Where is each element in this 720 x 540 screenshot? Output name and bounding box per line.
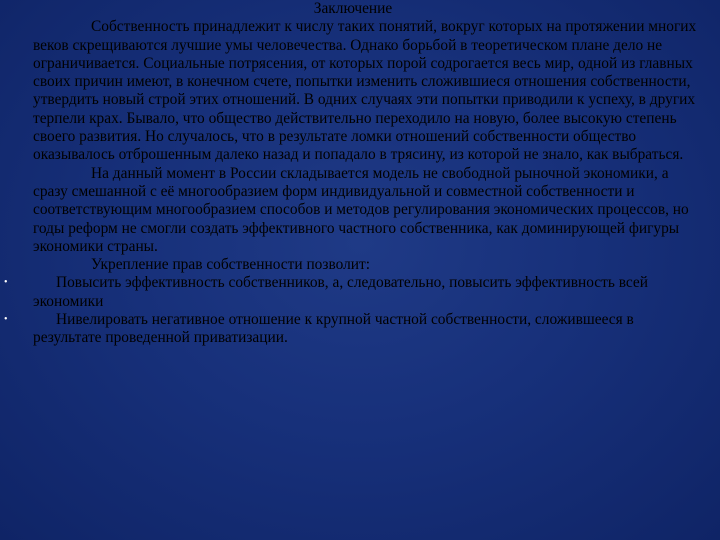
text-block (4, 0, 705, 348)
bullet-item-1 (4, 274, 705, 311)
paragraph-2: На данный момент в России складывается модель не свободной рыночной экономики, а сразу смешанной с её многообразием форм индивидуальной и совместной собственности и соответствующим многообразием способов и методов регулирования экономических процессов, но годы реформ не смогли создать эффективного частного собственника, как доминирующей фигуры экономики страны. (33, 164, 689, 255)
bullet-icon: • (4, 277, 8, 289)
paragraph-3: Укрепление прав собственности позволит: (91, 256, 371, 274)
slide-title: Заключение (313, 0, 393, 17)
bullet-text-2: Нивелировать негативное отношение к крупной частной собственности, сложившееся в результате проведенной приватизации. (33, 311, 634, 347)
bullet-icon: • (4, 314, 8, 326)
bullet-text-1: Повысить эффективность собственников, а, следовательно, повысить эффективность всей экономики (33, 274, 648, 310)
paragraph-1: Собственность принадлежит к числу таких понятий, вокруг которых на протяжении многих веков скрещиваются лучшие умы человечества. Однако борьбой в теоретическом плане дело не ограничивается. Социальные потрясения, от которых порой содрогается весь мир, одной из главных своих причин имеют, в конечном счете, попытки изменить сложившиеся отношения собственности, утвердить новый строй этих отношений. В одних случаях эти попытки приводили к успеху, в других терпели крах. Бывало, что общество действительно переходило на новую, более высокую степень своего развития. Но случалось, что в результате ломки отношений собственности общество оказывалось отброшенным далеко назад и попадало в трясину, из которой не знало, как выбраться. (33, 18, 697, 164)
bullet-item-2 (4, 311, 705, 348)
